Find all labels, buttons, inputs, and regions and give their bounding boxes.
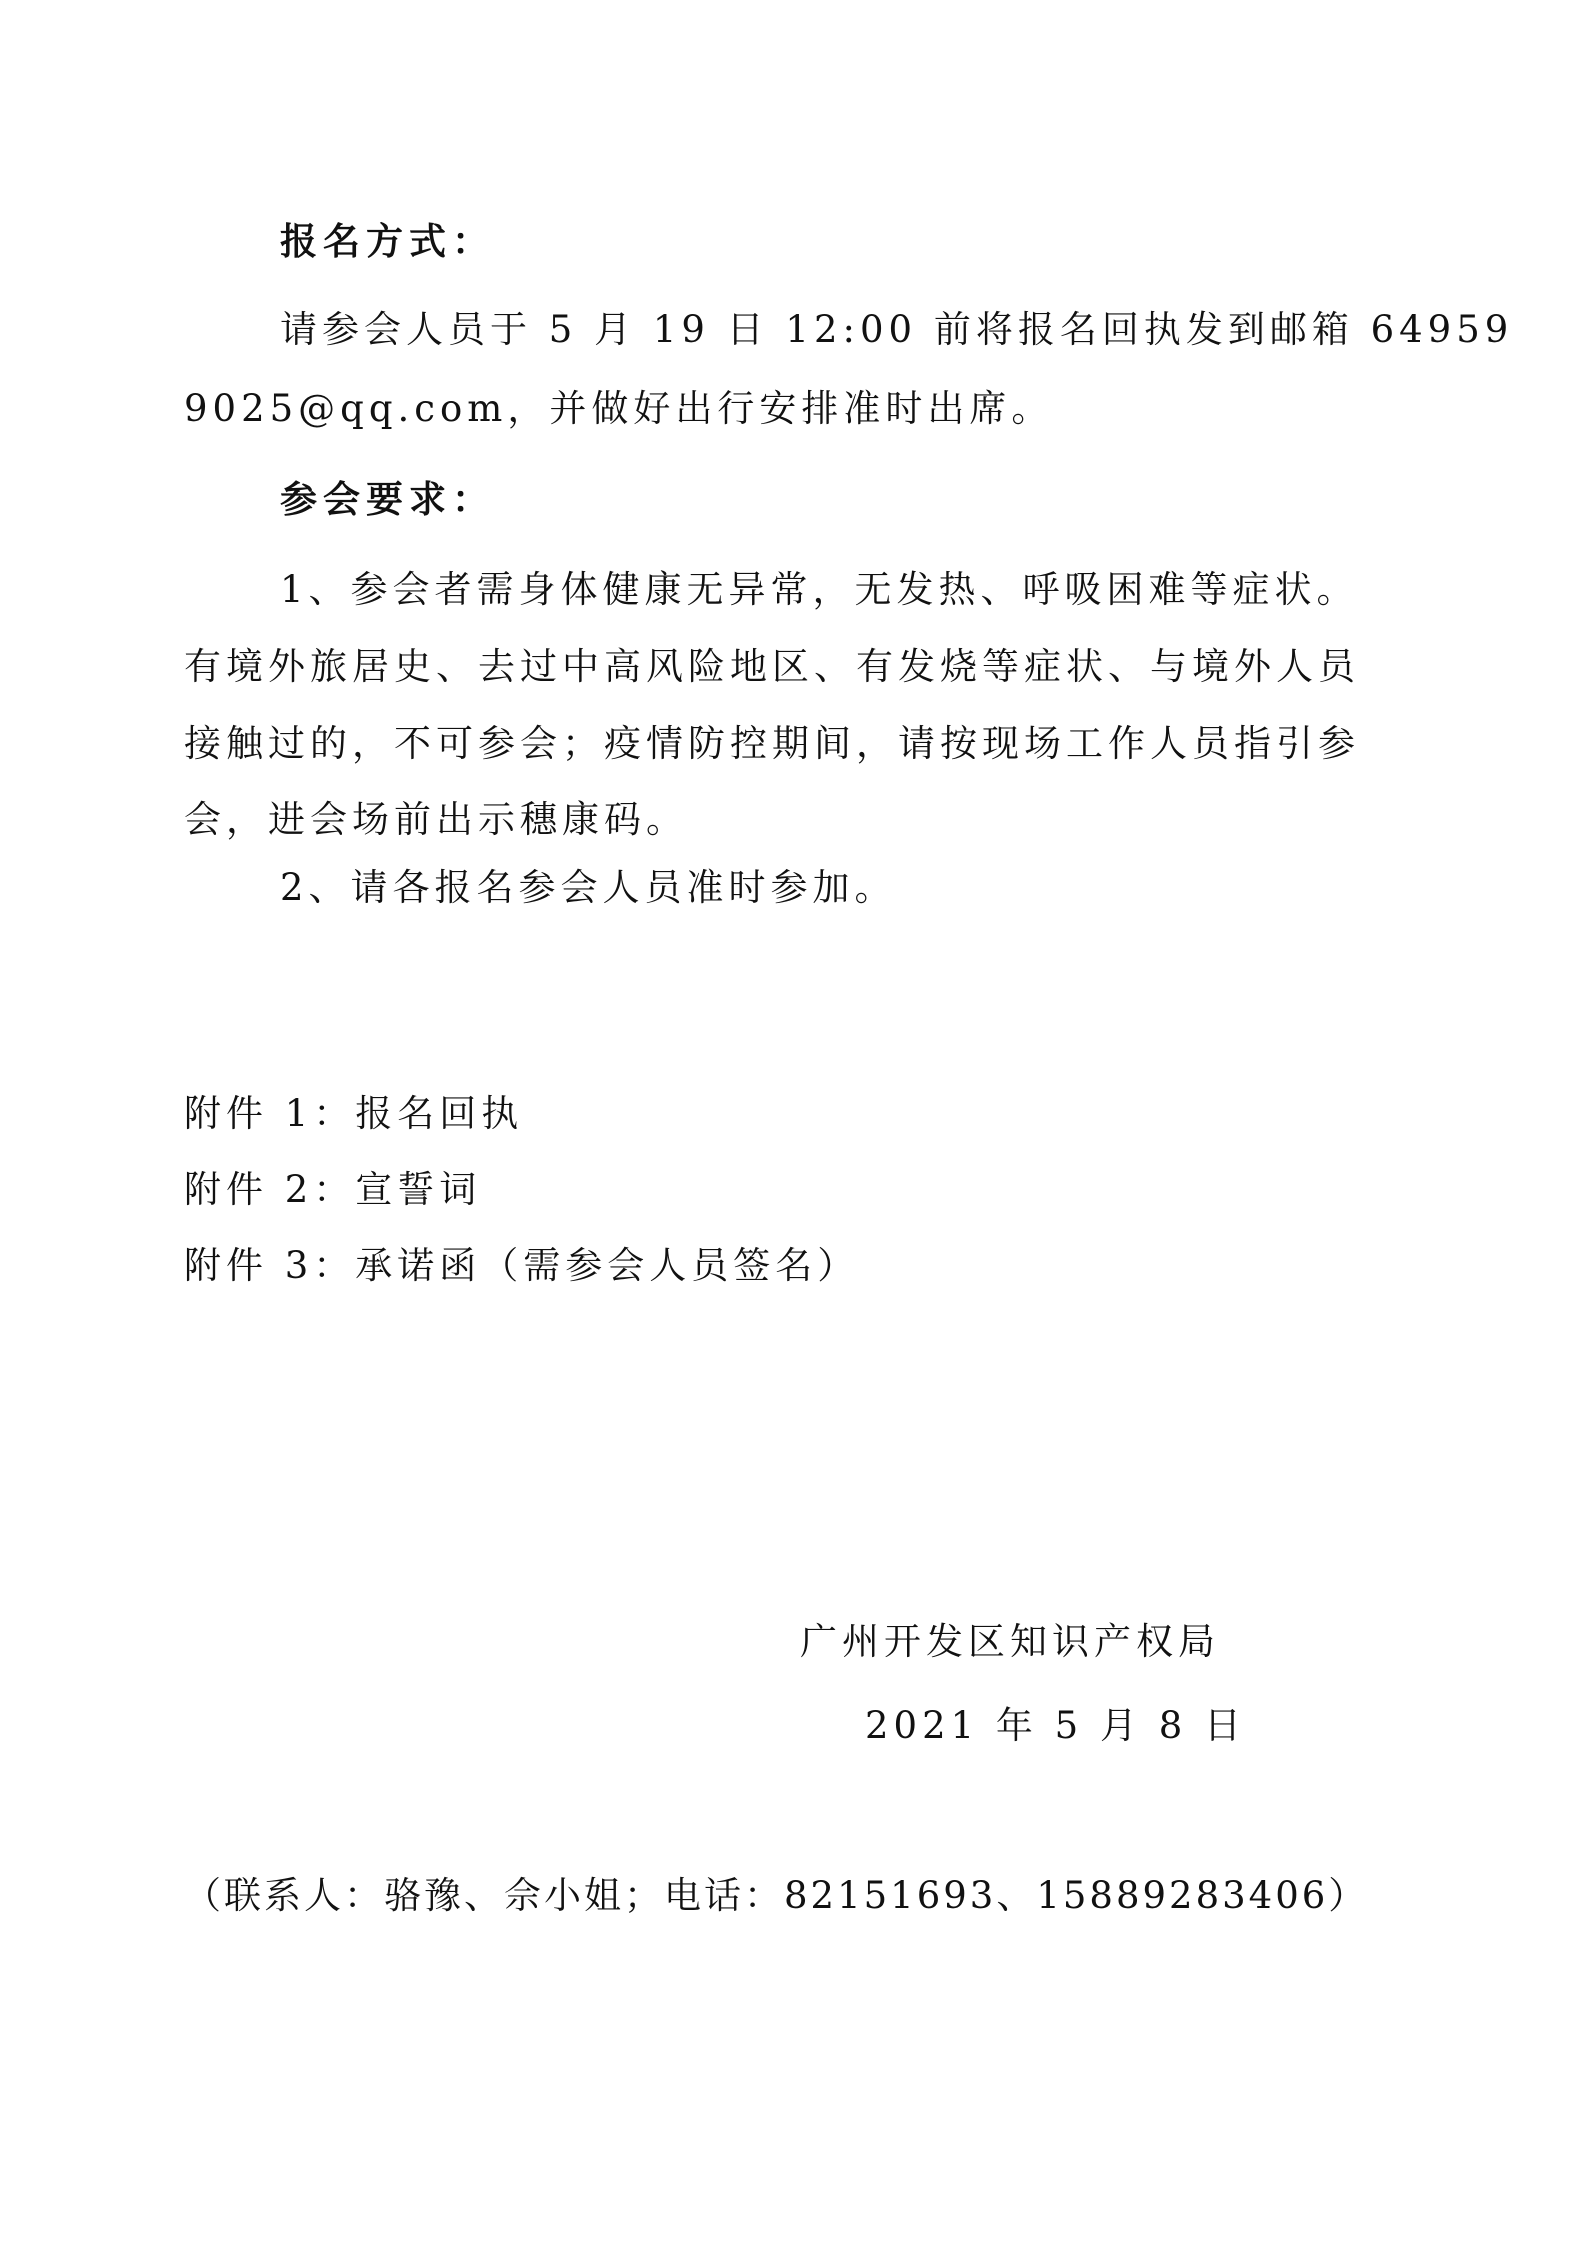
- attachment-1: 附件 1：报名回执: [184, 1092, 524, 1135]
- registration-heading: 报名方式：: [280, 220, 495, 263]
- requirement-2: 2、请各报名参会人员准时参加。: [280, 866, 897, 909]
- contact-info: （联系人：骆豫、佘小姐；电话：82151693、15889283406）: [184, 1874, 1369, 1917]
- registration-line-1: 请参会人员于 5 月 19 日 12:00 前将报名回执发到邮箱 64959: [280, 308, 1514, 351]
- issuing-organization: 广州开发区知识产权局: [800, 1620, 1220, 1663]
- attachment-3: 附件 3：承诺函（需参会人员签名）: [184, 1244, 860, 1287]
- requirement-1-line-4: 会，进会场前出示穗康码。: [184, 798, 688, 841]
- requirement-1-line-1: 1、参会者需身体健康无异常，无发热、呼吸困难等症状。: [280, 568, 1359, 611]
- attachment-2: 附件 2：宣誓词: [184, 1168, 482, 1211]
- issue-date: 2021 年 5 月 8 日: [865, 1704, 1247, 1747]
- registration-line-2: 9025@qq.com，并做好出行安排准时出席。: [184, 387, 1054, 430]
- requirements-heading: 参会要求：: [280, 478, 495, 521]
- requirement-1-line-3: 接触过的，不可参会；疫情防控期间，请按现场工作人员指引参: [184, 722, 1360, 765]
- requirement-1-line-2: 有境外旅居史、去过中高风险地区、有发烧等症状、与境外人员: [184, 645, 1360, 688]
